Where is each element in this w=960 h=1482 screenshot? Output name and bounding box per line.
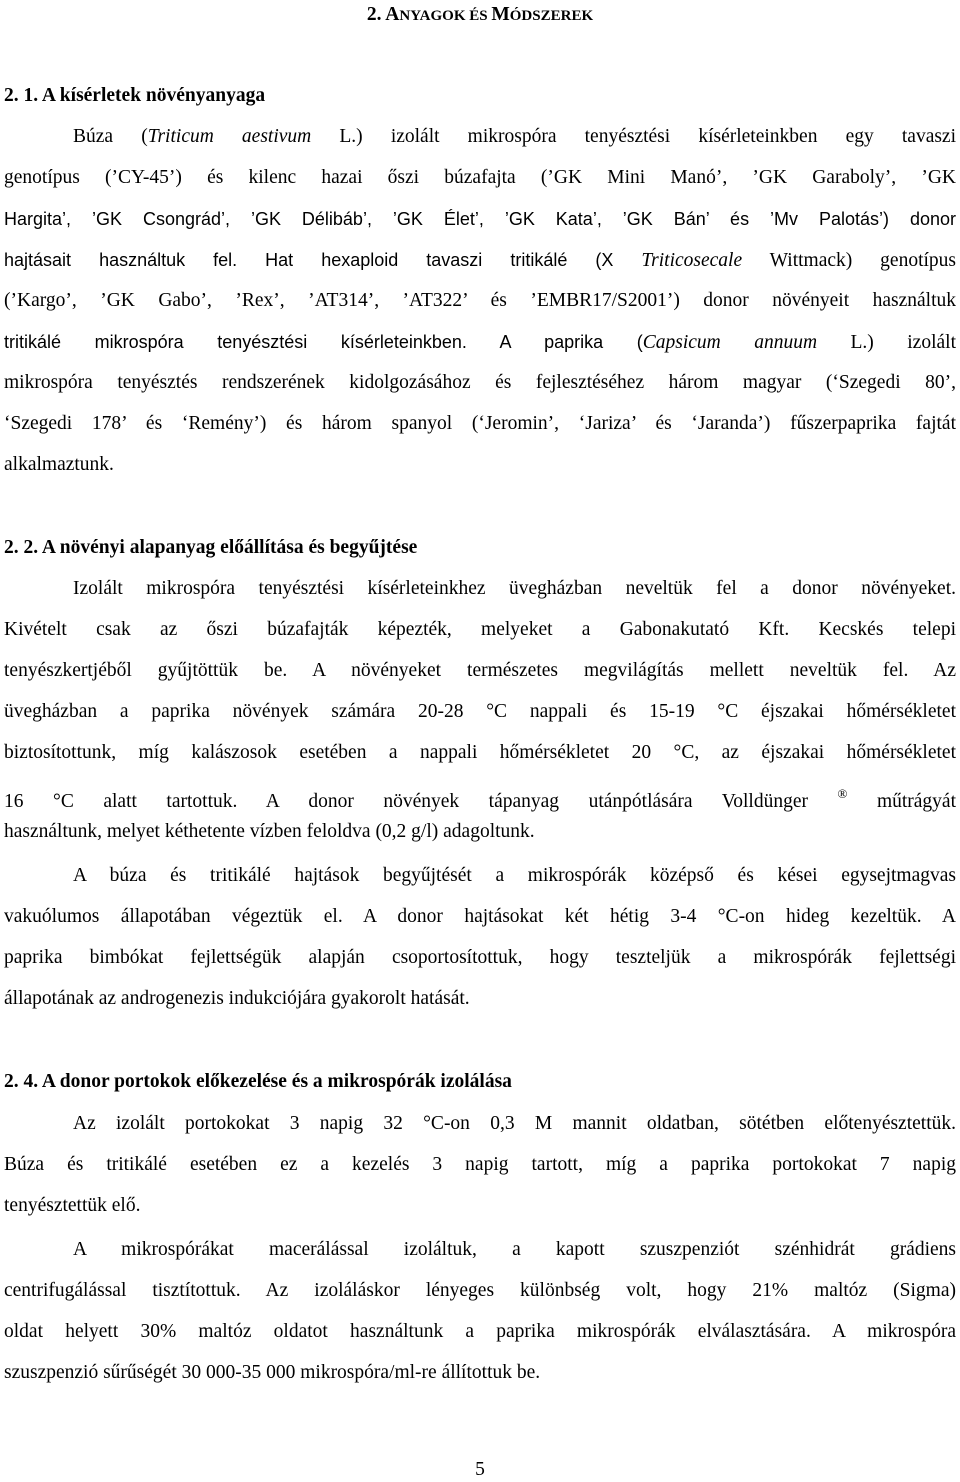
paragraph-line: állapotának az androgenezis indukciójára gyakorolt hatását. (4, 988, 470, 1009)
text-span: tritikálé mikrospóra tenyésztési kísérleteinkben. A paprika ( (4, 332, 643, 352)
species-name: Triticum aestivum (147, 126, 312, 147)
text-span: műtrágyát (847, 791, 956, 812)
text-span: Wittmack) genotípus (742, 250, 957, 271)
text-span: 16 °C alatt tartottuk. A donor növények tápanyag utánpótlására Volldünger (4, 791, 838, 812)
text-span: hajtásait használtuk fel. Hat hexaploid tavaszi tritikálé (X (4, 250, 642, 270)
paragraph-line: Hargita’, ’GK Csongrád’, ’GK Délibáb’, ’GK Élet’, ’GK Kata’, ’GK Bán’ és ’Mv Palotás’) donor (4, 209, 956, 229)
paragraph-line: Az izolált portokokat 3 napig 32 °C-on 0,3 M mannit oldatban, sötétben előtenyésztettük. (73, 1113, 956, 1134)
section-heading-2-1: 2. 1. A kísérletek növényanyaga (4, 85, 266, 106)
registered-mark: ® (837, 786, 848, 801)
paragraph-line: genotípus (’CY-45’) és kilenc hazai őszi búzafajta (’GK Mini Manó’, ’GK Garaboly’, ’GK (4, 167, 956, 188)
paragraph-line: centrifugálással tisztítottuk. Az izoláláskor lényeges különbség volt, hogy 21% maltóz (Sigma) (4, 1280, 956, 1301)
text-span: (’Kargo’, ’GK Gabo’, ’Rex’, ’AT314’, ’AT322’ és ’EMBR17/S2001’) donor növényeit használtuk (4, 290, 956, 311)
paragraph-line: oldat helyett 30% maltóz oldatot használtunk a paprika mikrospórák elválasztására. A mikrospóra (4, 1321, 956, 1342)
text-span: L.) izolált (817, 332, 956, 353)
page-number: 5 (475, 1459, 485, 1480)
paragraph-line (73, 125, 956, 149)
paragraph-line: alkalmaztunk. (4, 454, 114, 475)
paragraph-line: szuszpenzió sűrűségét 30 000-35 000 mikrospóra/ml-re állítottuk be. (4, 1362, 541, 1383)
paragraph-line: tenyészkertjéből gyűjtöttük be. A növényeket természetes megvilágítás mellett neveltük fel. Az (4, 660, 956, 681)
section-heading-2-2: 2. 2. A növényi alapanyag előállítása és begyűjtése (4, 537, 418, 558)
title-smallcaps-1: NYAGOK ÉS (399, 8, 492, 24)
paragraph-line: mikrospóra tenyésztés rendszerének kidolgozásához és fejlesztéséhez három magyar (‘Szegedi 80’, (4, 372, 956, 393)
paragraph-line (4, 330, 956, 355)
title-smallcaps-2: ÓDSZEREK (509, 8, 594, 24)
paragraph-line: ‘Szegedi 178’ és ‘Remény’) és három spanyol (‘Jeromin’, ‘Jariza’ és ‘Jaranda’) fűszerpaprika fajtát (4, 413, 956, 434)
chapter-title (0, 3, 960, 28)
paragraph-line: biztosítottunk, míg kalászosok esetében a nappali hőmérsékletet 20 °C, az éjszakai hőmérsékletet (4, 742, 956, 763)
paragraph-line: Kivételt csak az őszi búzafajták képezték, melyeket a Gabonakutató Kft. Kecskés telepi (4, 619, 956, 640)
paragraph-line: üvegházban a paprika növények számára 20-28 °C nappali és 15-19 °C éjszakai hőmérsékletet (4, 701, 956, 722)
paragraph-line (4, 782, 956, 814)
paragraph-line: A búza és tritikálé hajtások begyűjtését a mikrospórák középső és kései egysejtmagvas (73, 865, 956, 886)
paragraph-line: paprika bimbókat fejlettségük alapján csoportosítottuk, hogy teszteljük a mikrospórák fejlettségi (4, 947, 956, 968)
text-span: L.) izolált mikrospóra tenyésztési kísérleteinkben egy tavaszi (311, 126, 957, 147)
paragraph-line (4, 248, 956, 273)
species-name: Triticosecale (641, 250, 743, 271)
paragraph-line (4, 289, 956, 313)
paragraph-line: használtunk, melyet kéthetente vízben feloldva (0,2 g/l) adagoltunk. (4, 821, 535, 842)
paragraph-line: tenyésztettük elő. (4, 1195, 141, 1216)
title-capital-m: M (491, 4, 510, 25)
section-heading-2-4: 2. 4. A donor portokok előkezelése és a mikrospórák izolálása (4, 1071, 512, 1092)
paragraph-line: vakuólumos állapotában végeztük el. A donor hajtásokat két hétig 3-4 °C-on hideg kezeltük. A (4, 906, 956, 927)
paragraph-line: Búza és tritikálé esetében ez a kezelés 3 napig tartott, míg a paprika portokokat 7 napig (4, 1154, 956, 1175)
species-name: Capsicum annuum (642, 332, 818, 353)
title-prefix: 2. A (366, 4, 400, 25)
paragraph-line: A mikrospórákat macerálással izoláltuk, a kapott szuszpenziót szénhidrát grádiens (73, 1239, 956, 1260)
text-span: Búza ( (73, 126, 148, 147)
paragraph-line: Izolált mikrospóra tenyésztési kísérleteinkhez üvegházban neveltük fel a donor növényeket. (73, 578, 956, 599)
